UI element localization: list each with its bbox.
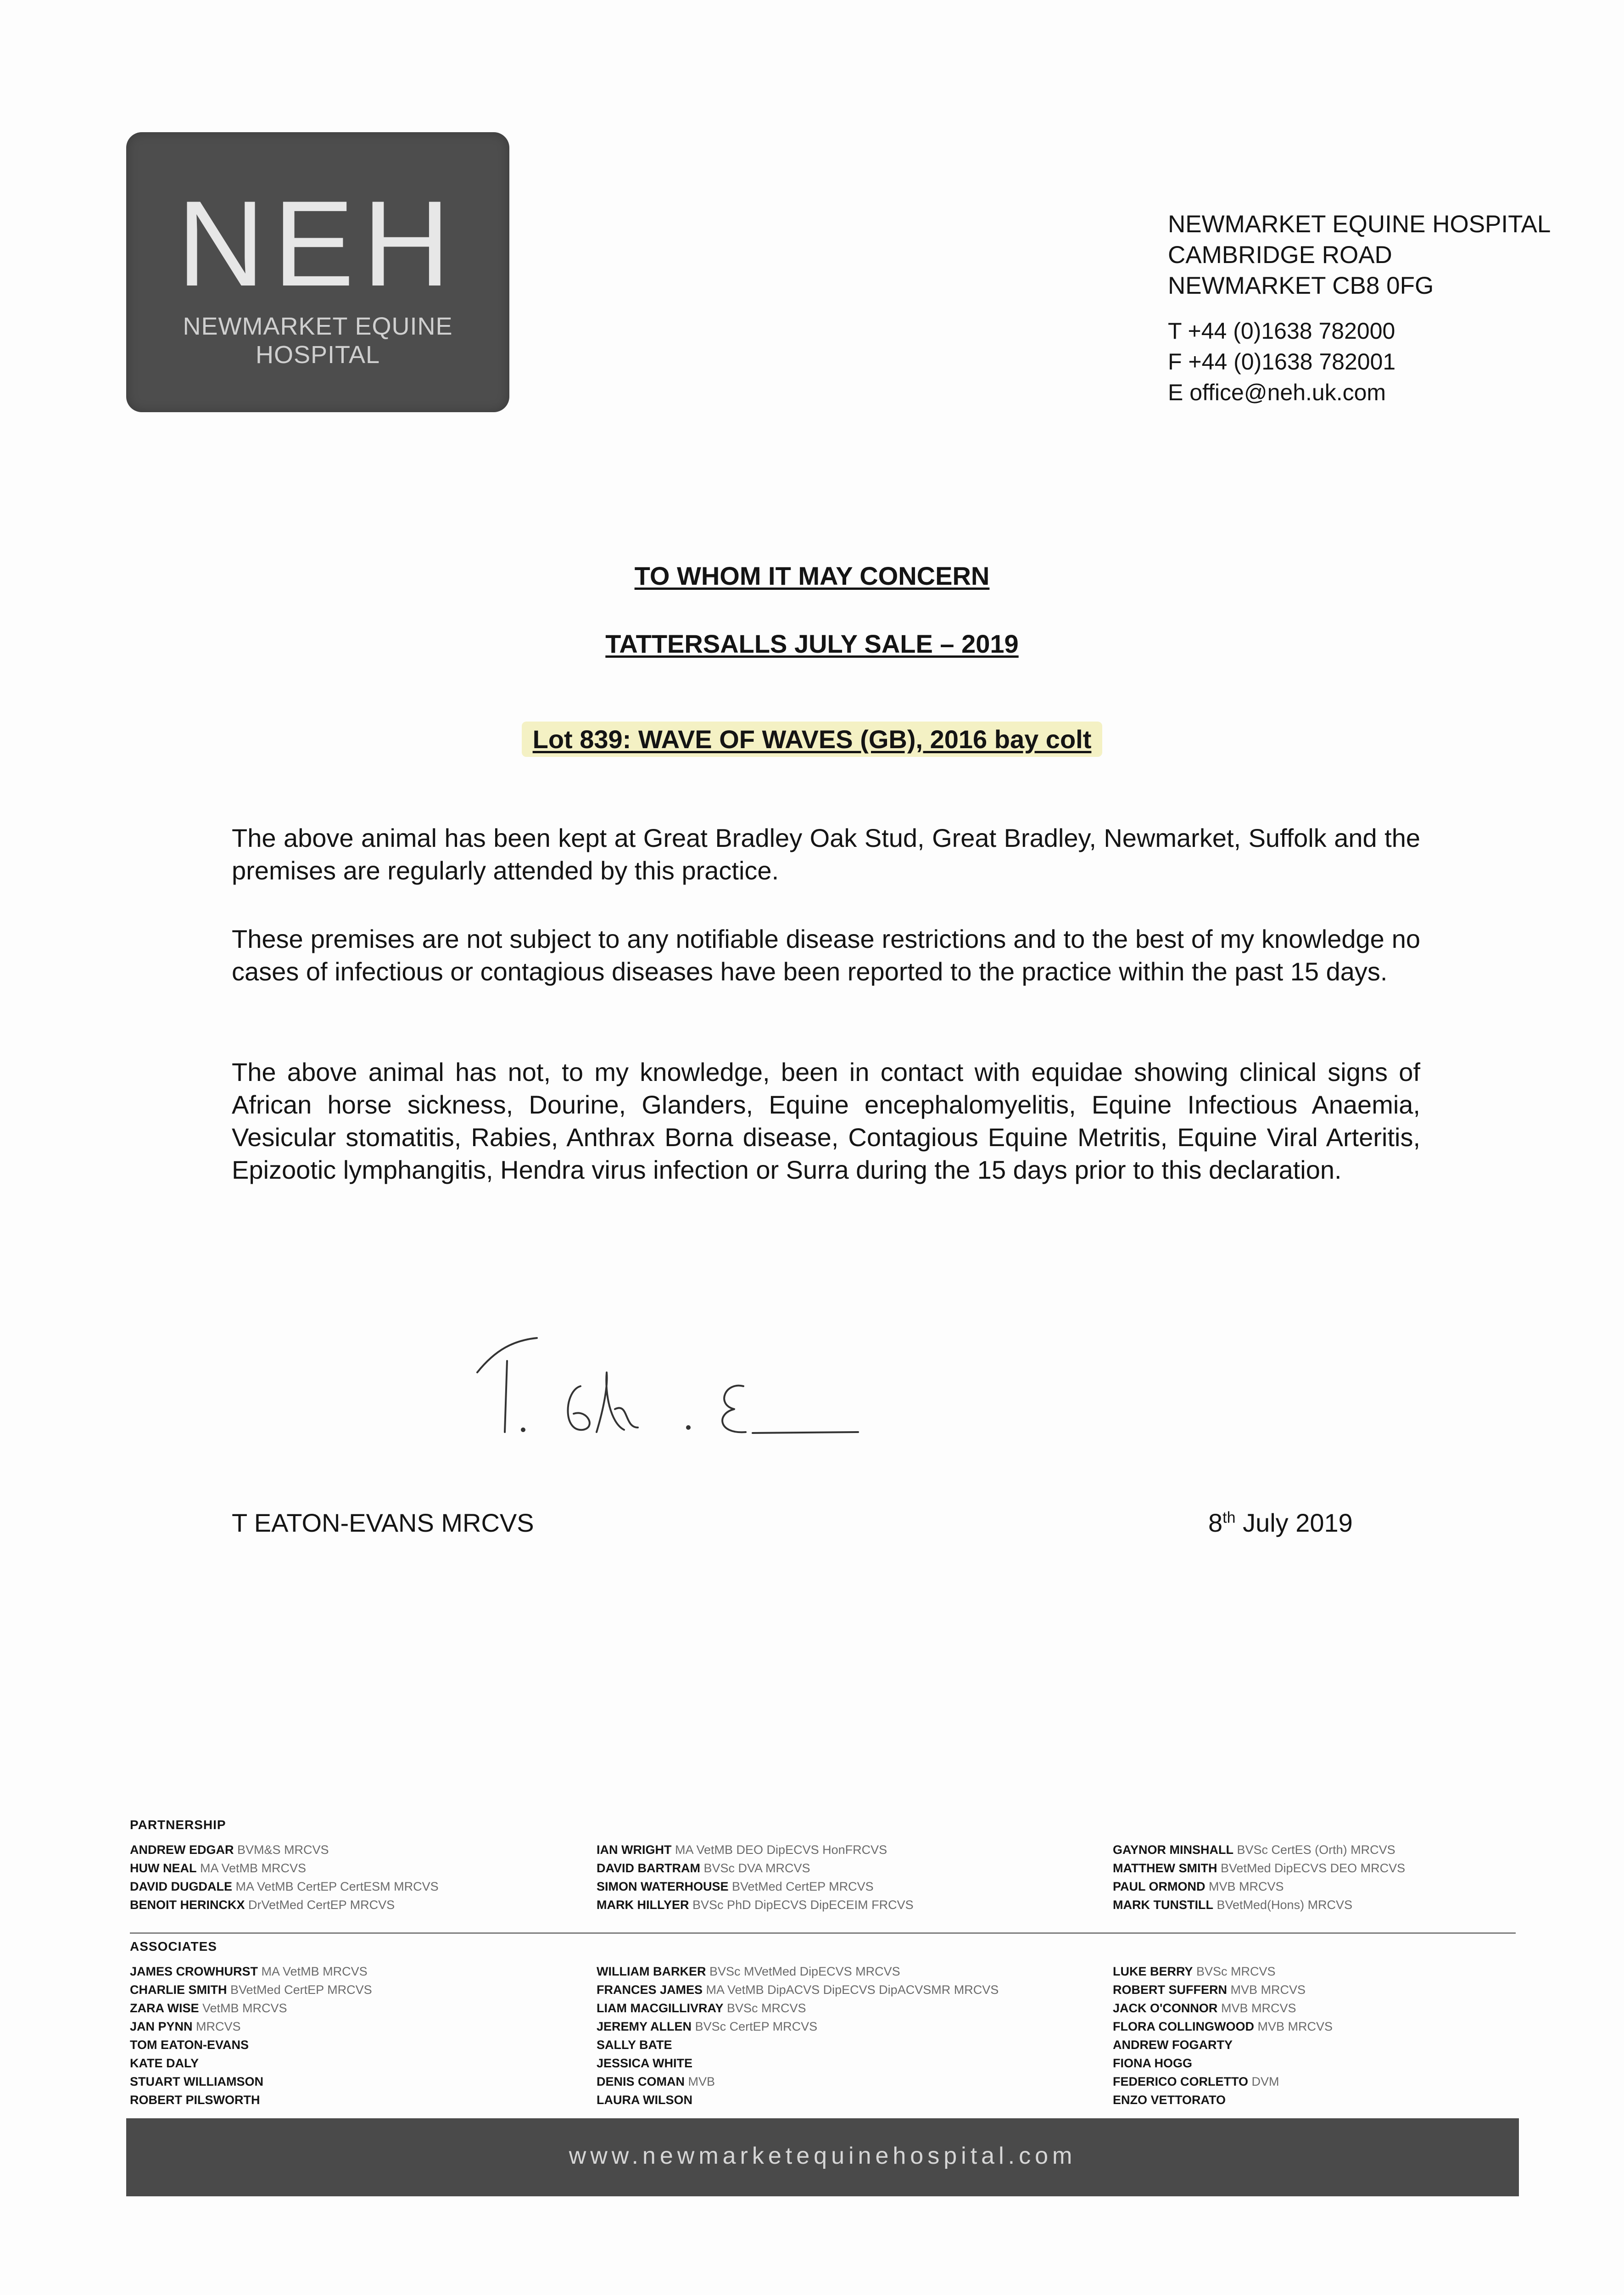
staff-entry: [1113, 1981, 1572, 1999]
staff-qualifications: MRCVS: [196, 2020, 241, 2033]
staff-entry: [130, 1859, 589, 1877]
staff-entry: [597, 1859, 1055, 1877]
staff-name: ROBERT PILSWORTH: [130, 2093, 260, 2107]
staff-qualifications: MA VetMB CertEP CertESM MRCVS: [235, 1880, 439, 1893]
staff-name: MATTHEW SMITH: [1113, 1861, 1217, 1875]
staff-entry: [597, 1999, 1055, 2017]
staff-entry: [1113, 2017, 1572, 2036]
staff-qualifications: BVetMed DipECVS DEO MRCVS: [1220, 1861, 1406, 1875]
staff-name: FLORA COLLINGWOOD: [1113, 2020, 1254, 2033]
footer-divider: [130, 1932, 1516, 1934]
staff-qualifications: MA VetMB MRCVS: [261, 1965, 368, 1978]
staff-entry: [1113, 1962, 1572, 1981]
staff-entry: [597, 1841, 1055, 1859]
address-line: NEWMARKET CB8 0FG: [1168, 272, 1434, 299]
staff-entry: [130, 1877, 589, 1896]
logo-subtitle: NEWMARKET EQUINE HOSPITAL: [183, 313, 453, 369]
staff-name: ANDREW FOGARTY: [1113, 2038, 1233, 2052]
staff-qualifications: BVSc MRCVS: [727, 2001, 806, 2015]
staff-name: MARK TUNSTILL: [1113, 1898, 1213, 1912]
staff-entry: [130, 2072, 589, 2091]
paragraph-contact: The above animal has not, to my knowledge, been in contact with equidae showing clinical signs of African horse sickness, Dourine, Glanders, Equine encephalomyelitis, Equine Infectious Anaemia, Vesicular stomatitis, Rabies, Anthrax Borna disease, Contagious Equine Metritis, Equine Viral Arteritis, Epizootic lymphangitis, Hendra virus infection or Surra during the 15 days prior to this declaration.: [232, 1058, 1420, 1184]
staff-name: JAMES CROWHURST: [130, 1965, 258, 1978]
staff-qualifications: VetMB MRCVS: [202, 2001, 287, 2015]
hospital-contacts: [1168, 316, 1590, 408]
logo-mark: NEH: [177, 176, 459, 312]
staff-name: PAUL ORMOND: [1113, 1880, 1205, 1893]
staff-name: LAURA WILSON: [597, 2093, 692, 2107]
date-suffix: th: [1222, 1509, 1236, 1527]
staff-qualifications: BVSc CertES (Orth) MRCVS: [1237, 1843, 1395, 1857]
staff-name: DAVID BARTRAM: [597, 1861, 700, 1875]
staff-name: HUW NEAL: [130, 1861, 197, 1875]
staff-entry: [597, 1981, 1055, 1999]
staff-entry: [130, 2036, 589, 2054]
staff-entry: [1113, 2036, 1572, 2054]
staff-entry: [597, 2072, 1055, 2091]
sale-heading: TATTERSALLS JULY SALE – 2019: [605, 629, 1019, 658]
staff-entry: [130, 1962, 589, 1981]
staff-qualifications: BVetMed CertEP MRCVS: [230, 1983, 372, 1997]
staff-entry: [597, 1896, 1055, 1914]
staff-name: ZARA WISE: [130, 2001, 199, 2015]
staff-qualifications: DrVetMed CertEP MRCVS: [248, 1898, 395, 1912]
staff-qualifications: MVB MRCVS: [1257, 2020, 1333, 2033]
staff-entry: [597, 2054, 1055, 2072]
staff-qualifications: BVM&S MRCVS: [237, 1843, 329, 1857]
staff-name: WILLIAM BARKER: [597, 1965, 706, 1978]
partnership-heading: PARTNERSHIP: [130, 1818, 226, 1832]
staff-entry: [130, 2054, 589, 2072]
staff-qualifications: DVM: [1251, 2075, 1279, 2088]
signatory-name: T EATON-EVANS MRCVS: [232, 1508, 534, 1537]
staff-name: TOM EATON-EVANS: [130, 2038, 249, 2052]
fax-number: F +44 (0)1638 782001: [1168, 349, 1396, 375]
staff-entry: [1113, 2054, 1572, 2072]
staff-entry: [130, 1981, 589, 1999]
staff-entry: [1113, 2091, 1572, 2109]
partnership-column: [130, 1841, 589, 1914]
neh-logo: [126, 132, 509, 412]
staff-name: JAN PYNN: [130, 2020, 193, 2033]
paragraph-premises: The above animal has been kept at Great Bradley Oak Stud, Great Bradley, Newmarket, Suffolk and the premises are regularly attended by this practice.: [232, 823, 1420, 885]
lot-heading-wrap: [0, 722, 1624, 757]
staff-entry: [1113, 1999, 1572, 2017]
staff-name: FIONA HOGG: [1113, 2056, 1192, 2070]
staff-name: ENZO VETTORATO: [1113, 2093, 1226, 2107]
staff-entry: [130, 1841, 589, 1859]
staff-entry: [1113, 1877, 1572, 1896]
staff-name: SIMON WATERHOUSE: [597, 1880, 729, 1893]
staff-name: IAN WRIGHT: [597, 1843, 672, 1857]
staff-entry: [597, 1962, 1055, 1981]
associates-column: [597, 1962, 1055, 2109]
staff-qualifications: BVSc MVetMed DipECVS MRCVS: [709, 1965, 900, 1978]
hospital-address: [1168, 209, 1590, 301]
staff-entry: [1113, 1859, 1572, 1877]
staff-name: FRANCES JAMES: [597, 1983, 703, 1997]
staff-name: LUKE BERRY: [1113, 1965, 1193, 1978]
email-address: E office@neh.uk.com: [1168, 380, 1386, 405]
staff-name: STUART WILLIAMSON: [130, 2075, 263, 2088]
letter-date: [1208, 1508, 1353, 1538]
staff-entry: [1113, 1841, 1572, 1859]
staff-name: DENIS COMAN: [597, 2075, 685, 2088]
staff-entry: [597, 2036, 1055, 2054]
staff-name: SALLY BATE: [597, 2038, 672, 2052]
staff-name: JEREMY ALLEN: [597, 2020, 692, 2033]
lot-heading: Lot 839: WAVE OF WAVES (GB), 2016 bay colt: [522, 722, 1103, 757]
staff-name: KATE DALY: [130, 2056, 199, 2070]
staff-name: GAYNOR MINSHALL: [1113, 1843, 1234, 1857]
staff-qualifications: BVSc CertEP MRCVS: [695, 2020, 818, 2033]
staff-entry: [130, 1896, 589, 1914]
staff-name: LIAM MACGILLIVRAY: [597, 2001, 724, 2015]
staff-name: MARK HILLYER: [597, 1898, 689, 1912]
staff-name: JESSICA WHITE: [597, 2056, 693, 2070]
staff-qualifications: BVetMed CertEP MRCVS: [732, 1880, 874, 1893]
staff-qualifications: BVSc PhD DipECVS DipECEIM FRCVS: [692, 1898, 914, 1912]
staff-name: BENOIT HERINCKX: [130, 1898, 245, 1912]
staff-qualifications: MVB MRCVS: [1221, 2001, 1296, 2015]
staff-qualifications: MA VetMB MRCVS: [200, 1861, 307, 1875]
staff-entry: [597, 1877, 1055, 1896]
date-month-year: July 2019: [1235, 1508, 1353, 1537]
staff-entry: [597, 2091, 1055, 2109]
staff-qualifications: BVSc MRCVS: [1196, 1965, 1276, 1978]
staff-entry: [1113, 2072, 1572, 2091]
staff-qualifications: BVSc DVA MRCVS: [703, 1861, 810, 1875]
staff-name: ROBERT SUFFERN: [1113, 1983, 1227, 1997]
staff-entry: [1113, 1896, 1572, 1914]
handwritten-signature: [459, 1317, 881, 1455]
partnership-column: [1113, 1841, 1572, 1914]
staff-name: JACK O'CONNOR: [1113, 2001, 1218, 2015]
address-line: CAMBRIDGE ROAD: [1168, 241, 1392, 269]
staff-entry: [130, 2091, 589, 2109]
staff-entry: [130, 2017, 589, 2036]
staff-entry: [130, 1999, 589, 2017]
associates-column: [1113, 1962, 1572, 2109]
staff-entry: [597, 2017, 1055, 2036]
staff-qualifications: MVB: [688, 2075, 715, 2088]
staff-qualifications: BVetMed(Hons) MRCVS: [1217, 1898, 1353, 1912]
staff-name: DAVID DUGDALE: [130, 1880, 233, 1893]
to-whom-heading: TO WHOM IT MAY CONCERN: [634, 561, 990, 590]
associates-heading: ASSOCIATES: [130, 1939, 217, 1954]
staff-name: CHARLIE SMITH: [130, 1983, 227, 1997]
associates-column: [130, 1962, 589, 2109]
staff-qualifications: MVB MRCVS: [1209, 1880, 1284, 1893]
staff-qualifications: MA VetMB DEO DipECVS HonFRCVS: [675, 1843, 887, 1857]
phone-number: T +44 (0)1638 782000: [1168, 318, 1395, 344]
footer-bar: [126, 2118, 1519, 2196]
date-day: 8: [1208, 1508, 1223, 1537]
staff-name: FEDERICO CORLETTO: [1113, 2075, 1249, 2088]
paragraph-restrictions: These premises are not subject to any notifiable disease restrictions and to the best of my knowledge no cases of infectious or contagious diseases have been reported to the practice within the past 15 days.: [232, 924, 1420, 986]
partnership-column: [597, 1841, 1055, 1914]
staff-name: ANDREW EDGAR: [130, 1843, 234, 1857]
staff-qualifications: MA VetMB DipACVS DipECVS DipACVSMR MRCVS: [706, 1983, 999, 1997]
website-link[interactable]: www.newmarketequinehospital.com: [569, 2143, 1077, 2169]
address-line: NEWMARKET EQUINE HOSPITAL: [1168, 211, 1551, 238]
staff-qualifications: MVB MRCVS: [1230, 1983, 1306, 1997]
